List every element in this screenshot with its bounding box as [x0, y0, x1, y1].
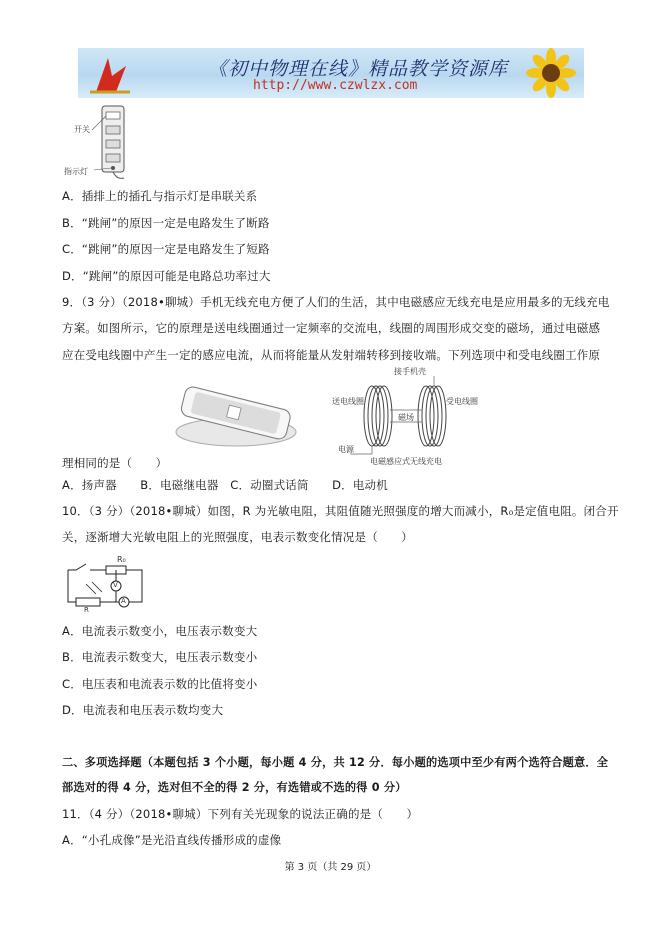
- q8-option-d: D．“跳闸”的原因可能是电路总功率过大: [62, 269, 271, 283]
- indicator-label: 指示灯: [64, 167, 88, 176]
- section2-heading-line2: 部选对的得 4 分，选对但不全的得 2 分，有选错或不选的得 0 分）: [62, 781, 407, 794]
- coil-figure: [330, 368, 480, 468]
- circuit-diagram: [62, 556, 154, 608]
- circuit-label-r: R: [84, 606, 89, 614]
- q11-option-a: A．“小孔成像”是光沿直线传播形成的虚像: [62, 833, 282, 847]
- q10-stem-line1: 10．（3 分）（2018•聊城）如图，R 为光敏电阻，其阻值随光照强度的增大而减小，R₀是定值电阻。闭合开: [62, 504, 619, 518]
- switch-label: 开关: [74, 125, 90, 134]
- q10-stem-line2: 关，逐渐增大光敏电阻上的光照强度，电表示数变化情况是（ ）: [62, 530, 413, 544]
- coil-label-magnet: 磁场: [398, 413, 414, 422]
- page-footer: 第 3 页（共 29 页）: [284, 862, 377, 873]
- circuit-label-r0: R₀: [117, 555, 126, 564]
- coil-label-power: 电源: [338, 445, 354, 454]
- banner-url: http://www.czwlzx.com: [253, 78, 418, 93]
- coil-label-receiver: 接手机壳: [394, 367, 426, 376]
- header-banner: [78, 48, 584, 98]
- circuit-figure: [62, 555, 154, 614]
- coil-caption: 电磁感应式无线充电: [370, 457, 442, 466]
- logo-icon: [86, 52, 134, 96]
- q9-stem-line1: 9．（3 分）（2018•聊城）手机无线充电方便了人们的生活，其中电磁感应无线充电是应用最多的无线充电: [62, 295, 610, 309]
- q8-option-b: B．“跳闸”的原因一定是电路发生了断路: [62, 216, 270, 230]
- q9-stem-tail: 理相同的是（ ）: [62, 456, 168, 470]
- banner-title: 《初中物理在线》精品教学资源库: [208, 58, 509, 80]
- coil-label-send: 送电线圈: [332, 397, 364, 406]
- section2-heading-line1: 二、多项选择题（本题包括 3 个小题，每小题 4 分，共 12 分．每小题的选项中至少有两个选符合题意．全: [62, 756, 609, 769]
- phone-charger-figure: [168, 382, 302, 452]
- q9-stem-line3: 应在受电线圈中产生一定的感应电流，从而将能量从发射端转移到接收端。下列选项中和受电线圈工作原: [62, 348, 601, 362]
- q10-option-c: C．电压表和电流表示数的比值将变小: [62, 677, 258, 691]
- q11-stem: 11．（4 分）（2018•聊城）下列有关光现象的说法正确的是（ ）: [62, 807, 419, 821]
- q10-option-b: B．电流表示数变大，电压表示数变小: [62, 650, 258, 664]
- coil-label-recv: 受电线圈: [446, 397, 478, 406]
- circuit-label-a: A: [121, 597, 126, 605]
- q8-option-c: C．“跳闸”的原因一定是电路发生了短路: [62, 242, 270, 256]
- circuit-label-v: V: [113, 581, 118, 589]
- q9-stem-line2: 方案。如图所示，它的原理是送电线圈通过一定频率的交流电，线圈的周围形成交变的磁场，通过电磁感: [62, 321, 601, 335]
- q10-option-d: D．电流表和电压表示数均变大: [62, 703, 224, 717]
- q8-option-a: A．插排上的插孔与指示灯是串联关系: [62, 189, 258, 203]
- q9-options: A．扬声器 B．电磁继电器 C．动圈式话筒 D．电动机: [62, 478, 388, 492]
- q10-option-a: A．电流表示数变小，电压表示数变大: [62, 624, 258, 638]
- power-strip-figure: [62, 102, 142, 182]
- sunflower-icon: [518, 48, 584, 98]
